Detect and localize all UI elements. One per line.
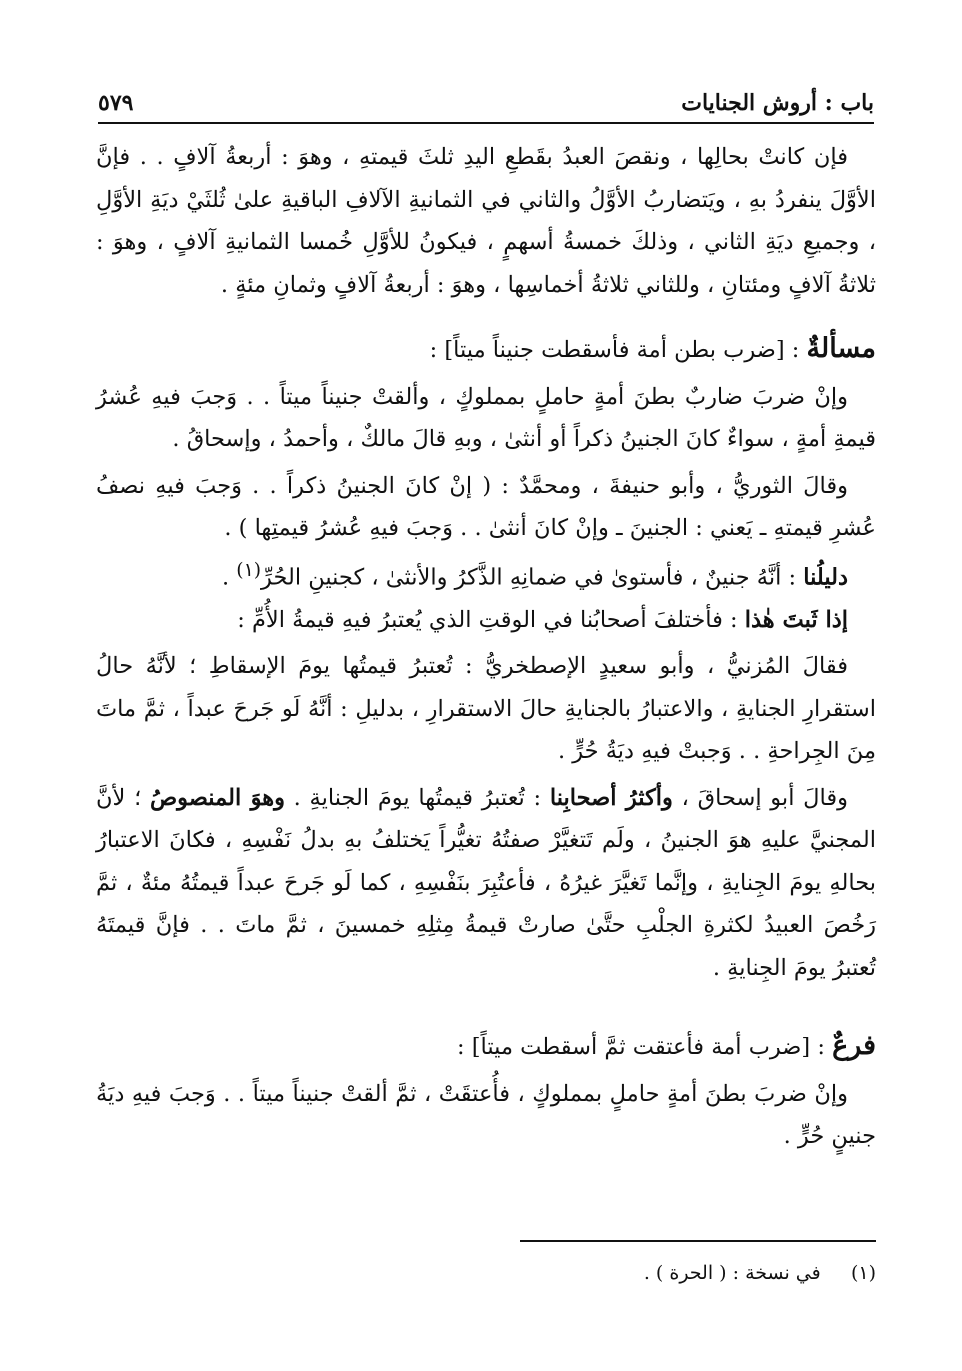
footnote-number: (١) bbox=[850, 1262, 876, 1284]
established-label: إذا ثَبتَ هٰذا bbox=[744, 606, 848, 633]
branch-heading bbox=[96, 1025, 876, 1069]
paragraph: فقالَ المُزنيُّ ، وأبو سعيدٍ الإصطخريُّ : تُعتبرُ قيمتُها يومَ الإسقاطِ ؛ لأنَّهُ حالُ استقرارِ الجنايةِ ، والاعتبارُ بالجنايةِ حالَ الاستقرارِ ، بدليلِ : أنَّهُ لَو جَرحَ عبداً ، ثمَّ ماتَ مِنَ الجِراحةِ . . وَجبتْ فيهِ ديَةُ حُرٍّ . bbox=[96, 653, 876, 764]
text-segment: ؛ لأنَّ المجنيَّ عليهِ هوَ الجنينُ ، ولَم تَتغيَّرْ صفتُهُ تغيُّراً يَختلفُ بهِ بدلُ نَفْسِهِ ، فكانَ الاعتبارُ بحالهِ يومَ الجِنايةِ ، وإنَّما تَغيَّرَ غيرُهُ ، فأعتُبِرَ بنَفْسِهِ ، كما لَو جَرحَ عبداً قيمتُهُ مئةٌ ، ثمَّ رَخُصَ العبيدُ لكثرةِ الجلْبِ حتَّىٰ صارتْ قيمةُ مِثلِهِ خمسينَ ، ثمَّ ماتَ . . فإنَّ قيمتَهُ تُعتبرُ يومَ الجِنايةِ . bbox=[96, 784, 876, 981]
page-number: ٥٧٩ bbox=[98, 90, 134, 116]
bold-phrase: وأكثرُ أصحابِنا bbox=[549, 784, 673, 811]
text-segment: وقالَ أبو إسحاقَ ، bbox=[672, 784, 848, 811]
footnote-ref: (١) bbox=[236, 559, 262, 581]
text-segment: : تُعتبرُ قيمتُها يومَ الجنايةِ . bbox=[284, 784, 550, 811]
paragraph: فإن كانتْ بحالِها ، ونقصَ العبدُ بقَطعِ اليدِ ثلثَ قيمتهِ ، وهوَ : أربعةُ آلافٍ . . فإنَّ الأوَّلَ ينفردُ بهِ ، ويَتضاربُ الأوَّلُ والثاني في الثمانيةِ الآلافِ الباقيةِ علىٰ ثُلثَيْ ديَةِ الأوَّلِ ، وجميعِ ديَةِ الثاني ، وذلكَ خمسةُ أسهمٍ ، فيكونُ للأوَّلِ خُمسا الثمانيةِ آلافٍ ، وهوَ : ثلاثةُ آلافٍ ومئتانِ ، وللثاني ثلاثةُ أخماسِها ، وهوَ : أربعةُ آلافٍ وثمانِ مئةٍ . bbox=[96, 144, 876, 298]
footnote bbox=[96, 1262, 876, 1284]
issue-title: : [ضرب بطن أمة فأسقطت جنيناً ميتاً] : bbox=[429, 337, 807, 363]
evidence-end: . bbox=[221, 564, 237, 590]
evidence-text: : أنَّهُ جنينٌ ، فأستوىٰ في ضمانِهِ الذَّكرُ والأنثىٰ ، كجنينِ الحُرِّ bbox=[261, 564, 804, 590]
branch-title: : [ضرب أمة فأعتقت ثمَّ أسقطت ميتاً] : bbox=[457, 1034, 833, 1060]
bold-phrase: وهوَ المنصوصُ bbox=[149, 784, 285, 811]
header-rule bbox=[98, 122, 874, 124]
paragraph: وقالَ الثوريُّ ، وأبو حنيفةَ ، ومحمَّدٌ : ( إنْ كانَ الجنينُ ذكراً . . وَجبَ فيهِ نصفُ عُشرِ قيمتهِ ـ يَعني : الجنينَ ـ وإنْ كانَ أنثىٰ . . وَجبَ فيهِ عُشرُ قيمتِها ) . bbox=[96, 472, 876, 541]
evidence-line bbox=[96, 550, 876, 599]
main-text bbox=[96, 136, 876, 1158]
established-text: : فأختلفَ أصحابُنا في الوقتِ الذي يُعتبرُ فيهِ قيمةُ الأُمِّ : bbox=[237, 606, 745, 633]
footnote-rule bbox=[520, 1240, 876, 1242]
page-header bbox=[98, 86, 874, 120]
evidence-label: دليلُنا bbox=[803, 564, 848, 590]
established-line bbox=[96, 599, 876, 642]
chapter-title: باب : أروش الجنايات bbox=[681, 90, 874, 116]
footnote-text: في نسخة : ( الحرة ) . bbox=[643, 1262, 821, 1284]
paragraph: وإنْ ضربَ بطنَ أمةٍ حاملٍ بمملوكٍ ، فأُعتقَتْ ، ثمَّ ألقتْ جنيناً ميتاً . . وَجبَ فيهِ ديَةُ جنينٍ حُرٍّ . bbox=[96, 1080, 876, 1149]
branch-label: فرعٌ bbox=[832, 1030, 876, 1061]
issue-heading bbox=[96, 328, 876, 372]
issue-label: مسألةٌ bbox=[806, 333, 876, 364]
paragraph: وإنْ ضربَ ضاربٌ بطنَ أمةٍ حاملٍ بمملوكٍ ، وألقتْ جنيناً ميتاً . . وَجبَ فيهِ عُشرُ قيمةِ أمةٍ ، سواءٌ كانَ الجنينُ ذكراً أو أنثىٰ ، وبهِ قالَ مالكٌ ، وأحمدُ ، وإسحاقُ . bbox=[96, 383, 876, 452]
paragraph bbox=[96, 777, 876, 990]
